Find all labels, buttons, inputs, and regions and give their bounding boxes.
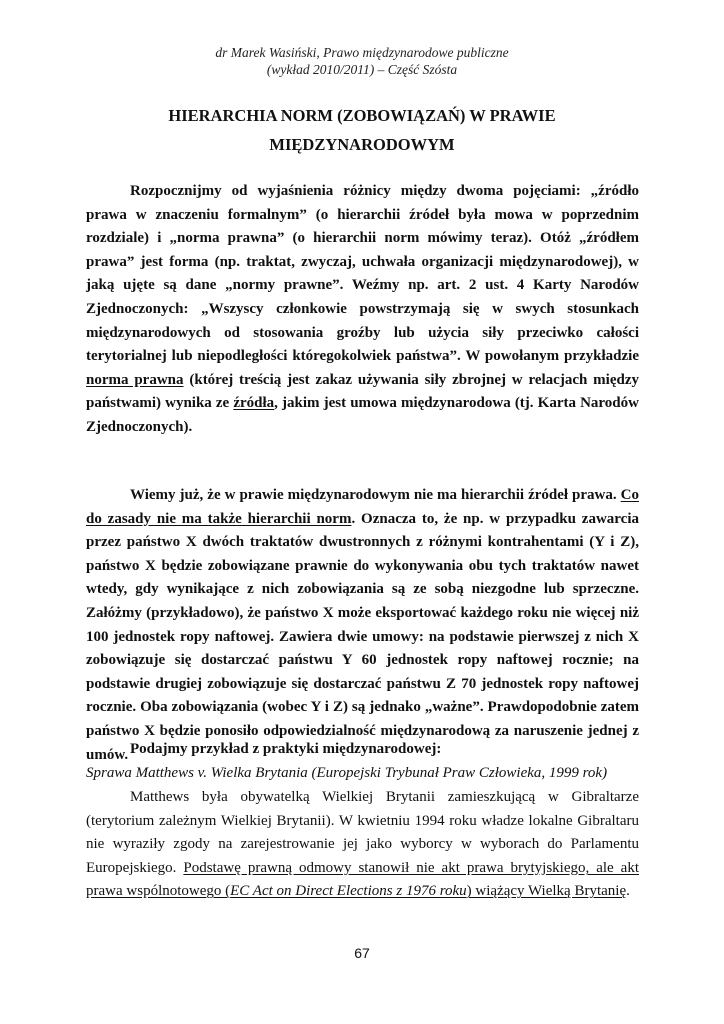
header-author-line: dr Marek Wasiński, Prawo międzynarodowe publiczne (215, 45, 509, 60)
p1-text-2: (której treścią jest zakaz używania siły zbrojnej w relacjach między państwami) wynika ze (86, 371, 639, 412)
p5-underline-text-2: ) wiążący Wielką Brytanię (466, 883, 627, 900)
p5-text-2: . (626, 883, 630, 900)
p5-underline-text-1: Podstawę prawną odmowy stanowił nie akt prawa brytyjskiego, ale akt prawa wspólnotowego ( (86, 859, 639, 900)
section-title (90, 101, 634, 159)
running-header (0, 44, 724, 78)
page-number: 67 (354, 945, 370, 961)
paragraph-example-intro: Podajmy przykład z praktyki międzynarodowej: (130, 741, 442, 757)
p1-underline-zrodla: źródła (233, 395, 275, 412)
header-lecture-line: (wykład 2010/2011) – Część Szósta (266, 62, 458, 77)
title-line-2: MIĘDZYNARODOWYM (269, 135, 455, 154)
p2-text-1: Wiemy już, że w prawie międzynarodowym nie ma hierarchii źródeł prawa. (130, 487, 621, 503)
paragraph-no-hierarchy (86, 484, 639, 767)
paragraph-sources-vs-norms (86, 180, 639, 440)
p5-underline-act-name: EC Act on Direct Elections z 1976 roku (230, 883, 467, 900)
p2-underline-no-norm-hierarchy: Co do zasady nie ma także hierarchii norm (86, 487, 639, 527)
p1-underline-norma-prawna: norma prawna (86, 371, 184, 388)
p2-text-2: . Oznacza to, że np. w przypadku zawarcia przez państwo X dwóch traktatów dwustronnych z różnymi kontrahentami (Y i Z), państwo X będzie zobowiązane prawnie do wykonywania obu tych traktatów nawet wtedy, gdy wynikające z nich zobowiązania są ze sobą niezgodne lub sprzeczne. Załóżmy (przykładowo), że państwo X może eksportować każdego roku nie więcej niż 100 jednostek ropy naftowej. Zawiera dwie umowy: na podstawie pierwszej z nich X zobowiązuje się dostarczać państwu Y 60 jednostek ropy naftowej rocznie; na podstawie drugiej zobowiązuje się dostarczać państwu Z 70 jednostek ropy naftowej rocznie. Oba zobowiązania (wobec Y i Z) są jednako „ważne”. Prawdopodobnie zatem państwo X będzie ponosiło odpowiedzialność międzynarodową za naruszenie jednej z umów. (86, 510, 639, 763)
p5-text-1: Matthews była obywatelką Wielkiej Brytanii zamieszkującą w Gibraltarze (terytorium zależnym Wielkiej Brytanii). W kwietniu 1994 roku władze lokalne Gibraltaru nie wyraziły zgody na zarejestrowanie jej jako wyborcy w wyborach do Parlamentu Europejskiego. (86, 789, 639, 876)
p1-text-3: , jakim jest umowa międzynarodowa (tj. Karta Narodów Zjednoczonych). (86, 395, 639, 435)
paragraph-matthews-case (86, 786, 639, 904)
title-line-1: HIERARCHIA NORM (ZOBOWIĄZAŃ) W PRAWIE (168, 106, 556, 125)
p1-text-1: Rozpocznijmy od wyjaśnienia różnicy między dwoma pojęciami: „źródło prawa w znaczeniu formalnym” (o hierarchii źródeł była mowa w poprzednim rozdziale) i „norma prawna” (o hierarchii norm mówimy teraz). Otóż „źródłem prawa” jest forma (np. traktat, zwyczaj, uchwała organizacji międzynarodowej), w jaką ujęte są dane „normy prawne”. Weźmy np. art. 2 ust. 4 Karty Narodów Zjednoczonych: „Wszyscy członkowie powstrzymają się w swych stosunkach międzynarodowych od stosowania groźby lub użycia siły przeciwko całości terytorialnej lub niepodległości któregokolwiek państwa”. W powołanym przykładzie (86, 183, 639, 365)
case-title: Sprawa Matthews v. Wielka Brytania (Europejski Trybunał Praw Człowieka, 1999 rok) (86, 765, 608, 781)
